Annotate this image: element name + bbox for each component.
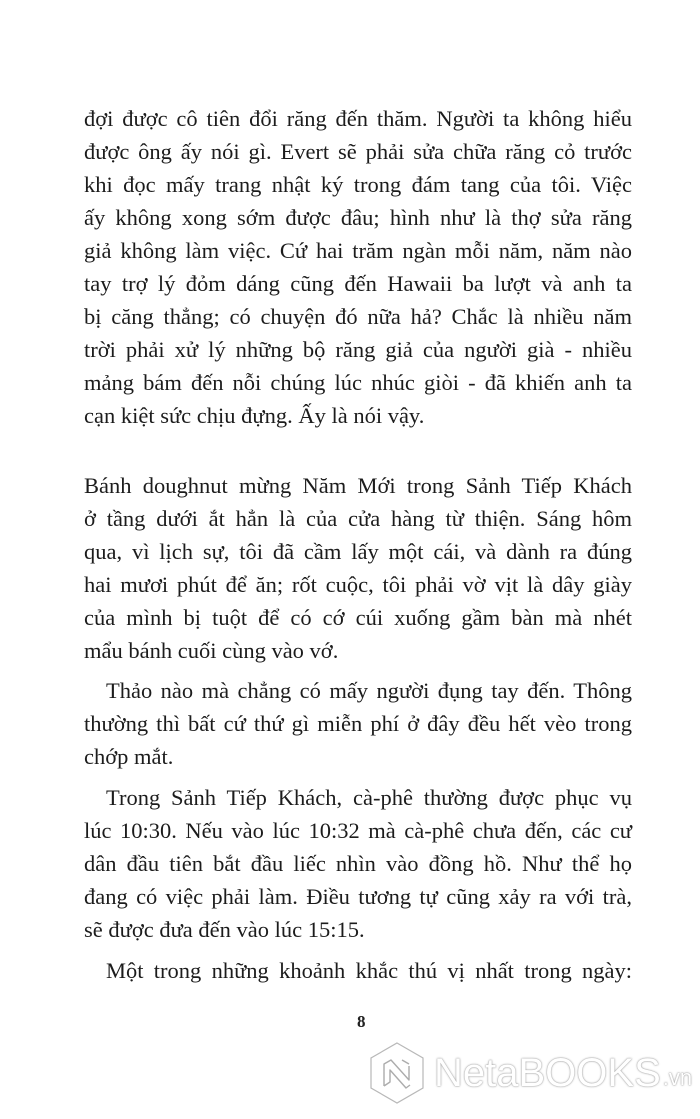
- text-line: hai mươi phút để ăn; rốt cuộc, tôi phải vờ vịt là dây giày: [84, 572, 632, 597]
- text-line: giả không làm việc. Cứ hai trăm ngàn mỗi năm, năm nào: [84, 238, 632, 263]
- text-line: bị căng thẳng; có chuyện đó nữa hả? Chắc là nhiều năm: [84, 304, 632, 329]
- text-line: cạn kiệt sức chịu đựng. Ấy là nói vậy.: [84, 403, 425, 428]
- text-line: thường thì bất cứ thứ gì miễn phí ở đây đều hết vèo trong: [84, 711, 632, 736]
- text-line: mảng bám đến nỗi chúng lúc nhúc giòi - đã khiến anh ta: [84, 370, 632, 395]
- text-line: Một trong những khoảnh khắc thú vị nhất trong ngày:: [106, 958, 632, 983]
- watermark-brand: NetaBOOKS: [434, 1050, 661, 1095]
- text-line: của mình bị tuột để có cớ cúi xuống gầm bàn mà nhét: [84, 605, 632, 630]
- text-line: Thảo nào mà chẳng có mấy người đụng tay đến. Thông: [106, 678, 632, 703]
- watermark-suffix: .vn: [662, 1065, 693, 1090]
- text-line: khi đọc mấy trang nhật ký trong đám tang của tôi. Việc: [84, 172, 632, 197]
- watermark-logo: [364, 1040, 694, 1106]
- text-line: đang có việc phải làm. Điều tương tự cũng xảy ra với trà,: [84, 884, 632, 909]
- text-line: ấy không xong sớm được đâu; hình như là thợ sửa răng: [84, 205, 632, 230]
- text-line: trời phải xử lý những bộ răng giả của người già - nhiều: [84, 337, 632, 362]
- text-line: sẽ được đưa đến vào lúc 15:15.: [84, 917, 365, 942]
- text-line: qua, vì lịch sự, tôi đã cầm lấy một cái, và dành ra đúng: [84, 539, 632, 564]
- text-line: mẩu bánh cuối cùng vào vớ.: [84, 638, 339, 663]
- text-line: Bánh doughnut mừng Năm Mới trong Sảnh Tiếp Khách: [84, 473, 632, 498]
- text-line: chớp mắt.: [84, 744, 174, 769]
- text-line: Trong Sảnh Tiếp Khách, cà-phê thường được phục vụ: [106, 785, 632, 810]
- text-line: dân đầu tiên bắt đầu liếc nhìn vào đồng hồ. Như thể họ: [84, 851, 632, 876]
- text-line: lúc 10:30. Nếu vào lúc 10:32 mà cà-phê chưa đến, các cư: [84, 818, 632, 843]
- page-number: 8: [357, 1012, 366, 1031]
- text-line: đợi được cô tiên đổi răng đến thăm. Người ta không hiểu: [84, 106, 632, 131]
- netabooks-hexagon-logo-icon: [364, 1040, 430, 1106]
- text-line: tay trợ lý đỏm dáng cũng đến Hawaii ba lượt và anh ta: [84, 271, 632, 296]
- text-line: ở tầng dưới ắt hẳn là của cửa hàng từ thiện. Sáng hôm: [84, 506, 632, 531]
- text-line: được ông ấy nói gì. Evert sẽ phải sửa chữa răng cỏ trước: [84, 139, 632, 164]
